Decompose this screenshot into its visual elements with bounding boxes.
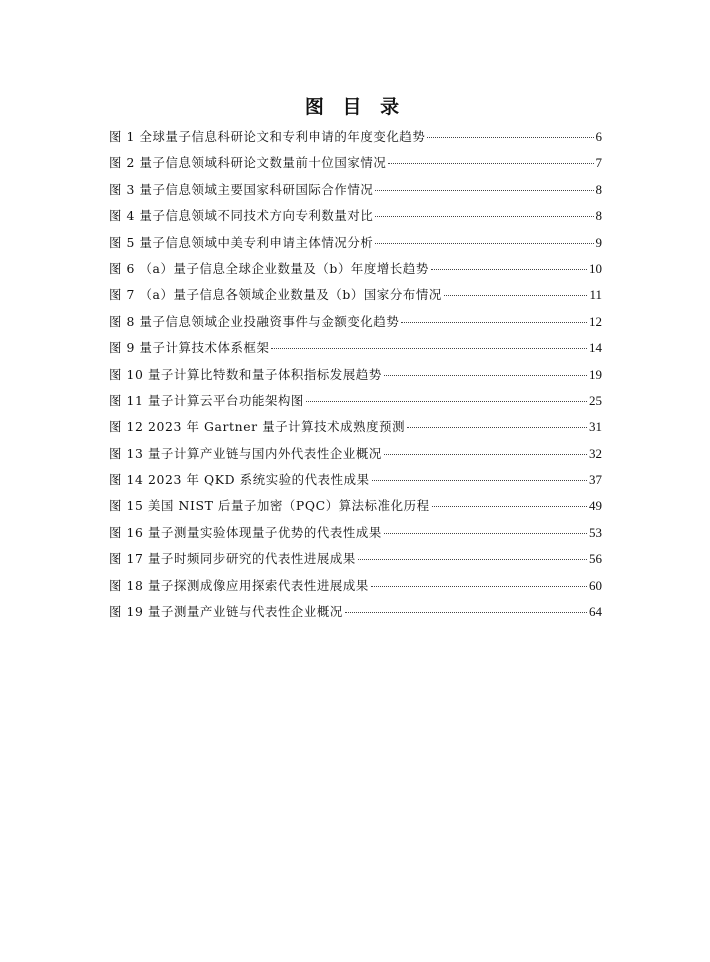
toc-entry-label: 图 12 2023 年 Gartner 量子计算技术成熟度预测 [109, 419, 406, 435]
toc-entry-label: 图 16 量子测量实验体现量子优势的代表性成果 [109, 524, 382, 540]
toc-entry[interactable] [109, 338, 602, 364]
toc-entry[interactable] [109, 523, 602, 549]
toc-entry-label: 图 1 全球量子信息科研论文和专利申请的年度变化趋势 [109, 129, 426, 144]
figure-toc-list [109, 127, 602, 628]
toc-entry-label: 图 17 量子时频同步研究的代表性进展成果 [109, 551, 356, 567]
toc-entry-label: 图 10 量子计算比特数和量子体积指标发展趋势 [109, 366, 382, 382]
toc-dot-leader [388, 163, 593, 164]
toc-entry[interactable] [109, 233, 602, 259]
toc-dot-leader [358, 559, 587, 560]
toc-entry[interactable] [109, 285, 602, 311]
toc-page-number: 53 [589, 524, 602, 540]
toc-entry-label: 图 8 量子信息领域企业投融资事件与金额变化趋势 [109, 313, 400, 329]
toc-entry[interactable] [109, 365, 602, 391]
toc-page-number: 8 [595, 181, 602, 197]
toc-entry-label: 图 5 量子信息领域中美专利申请主体情况分析 [109, 234, 374, 250]
toc-entry[interactable] [109, 391, 602, 417]
toc-page-number: 12 [589, 313, 602, 329]
toc-page-number: 31 [589, 419, 602, 435]
toc-entry[interactable] [109, 417, 602, 443]
toc-dot-leader [372, 480, 587, 481]
toc-dot-leader [271, 348, 587, 349]
toc-page-number: 14 [589, 340, 602, 356]
toc-entry[interactable] [109, 470, 602, 496]
toc-entry-label: 图 14 2023 年 QKD 系统实验的代表性成果 [109, 472, 370, 488]
toc-page-number: 60 [589, 577, 602, 593]
toc-dot-leader [375, 243, 593, 244]
toc-page-number: 8 [595, 208, 602, 224]
toc-entry-label: 图 19 量子测量产业链与代表性企业概况 [109, 604, 343, 620]
toc-entry[interactable] [109, 576, 602, 602]
toc-dot-leader [401, 322, 587, 323]
toc-page-number: 6 [595, 129, 602, 144]
toc-dot-leader [384, 375, 587, 376]
toc-page-number: 19 [589, 366, 602, 382]
toc-page-number: 25 [589, 392, 602, 408]
toc-entry-label: 图 9 量子计算技术体系框架 [109, 340, 270, 356]
toc-page-number: 7 [595, 155, 602, 171]
page-title: 图 目 录 [304, 96, 406, 118]
toc-page-number: 37 [589, 472, 602, 488]
toc-entry-label: 图 2 量子信息领域科研论文数量前十位国家情况 [109, 155, 387, 171]
toc-dot-leader [345, 612, 587, 613]
toc-entry-label: 图 6 （a）量子信息全球企业数量及（b）年度增长趋势 [109, 260, 429, 276]
toc-page-number: 32 [589, 445, 602, 461]
toc-entry[interactable] [109, 602, 602, 628]
toc-dot-leader [427, 137, 593, 138]
toc-entry[interactable] [109, 496, 602, 522]
toc-page-number: 49 [589, 498, 602, 514]
toc-entry[interactable] [109, 312, 602, 338]
toc-page-number: 56 [589, 551, 602, 567]
toc-page-number: 9 [595, 234, 602, 250]
toc-entry-label: 图 13 量子计算产业链与国内外代表性企业概况 [109, 445, 382, 461]
toc-entry-label: 图 15 美国 NIST 后量子加密（PQC）算法标准化历程 [109, 498, 430, 514]
toc-entry[interactable] [109, 180, 602, 206]
toc-dot-leader [384, 454, 587, 455]
toc-page-number: 64 [589, 604, 602, 620]
toc-entry-label: 图 11 量子计算云平台功能架构图 [109, 392, 304, 408]
toc-page-number: 10 [589, 260, 602, 276]
toc-dot-leader [432, 506, 587, 507]
toc-entry[interactable] [109, 127, 602, 153]
toc-dot-leader [371, 586, 587, 587]
toc-entry-label: 图 4 量子信息领域不同技术方向专利数量对比 [109, 208, 374, 224]
toc-entry-label: 图 7 （a）量子信息各领域企业数量及（b）国家分布情况 [109, 287, 442, 303]
toc-entry[interactable] [109, 206, 602, 232]
toc-dot-leader [431, 269, 587, 270]
toc-dot-leader [444, 295, 588, 296]
toc-dot-leader [407, 427, 587, 428]
toc-dot-leader [375, 216, 593, 217]
toc-entry[interactable] [109, 549, 602, 575]
toc-dot-leader [384, 533, 587, 534]
toc-entry[interactable] [109, 259, 602, 285]
toc-entry-label: 图 18 量子探测成像应用探索代表性进展成果 [109, 577, 369, 593]
toc-entry-label: 图 3 量子信息领域主要国家科研国际合作情况 [109, 181, 374, 197]
toc-dot-leader [375, 190, 593, 191]
toc-page-number: 11 [589, 287, 602, 303]
toc-entry[interactable] [109, 444, 602, 470]
toc-dot-leader [306, 401, 587, 402]
toc-entry[interactable] [109, 153, 602, 179]
